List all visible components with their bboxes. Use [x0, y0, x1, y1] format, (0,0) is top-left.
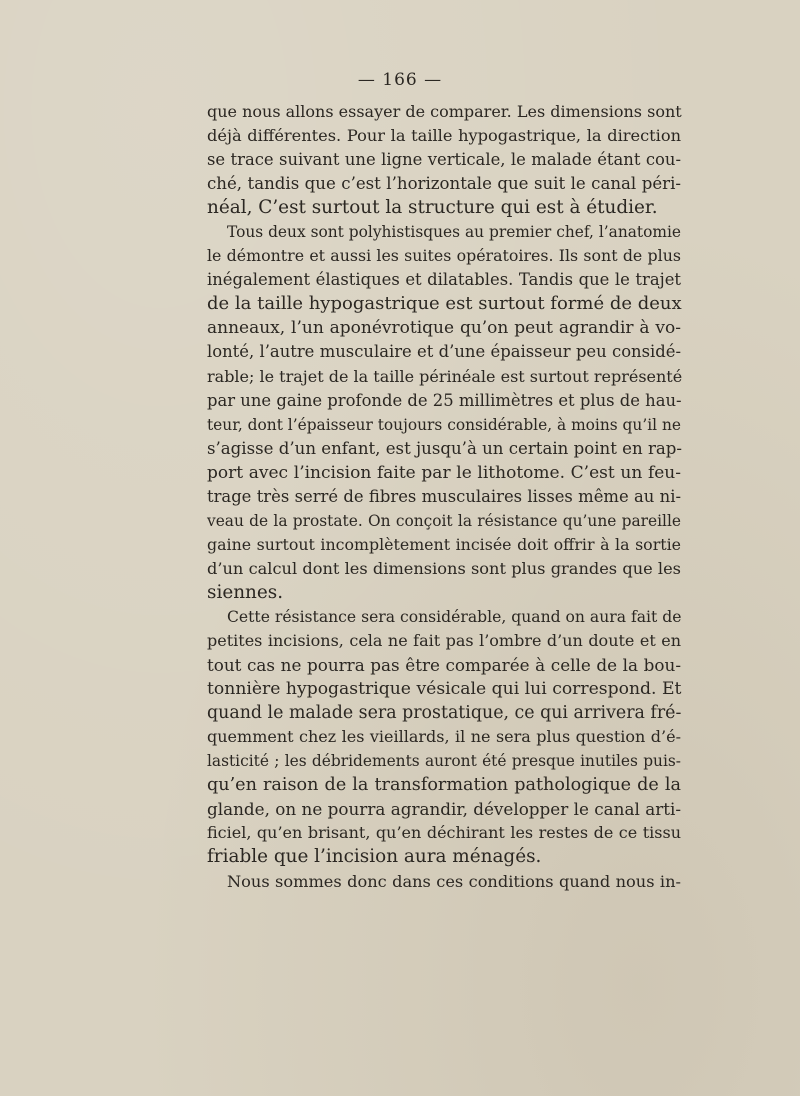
- text-line: siennes.: [207, 581, 284, 603]
- text-line: par une gaine profonde de 25 millimètres et plus de hau-: [207, 390, 682, 410]
- text-line: qu’en raison de la transformation pathologique de la: [207, 775, 681, 796]
- text-line: lonté, l’autre musculaire et d’une épaisseur peu considé-: [207, 342, 681, 362]
- text-line: glande, on ne pourra agrandir, développer le canal arti-: [207, 799, 681, 820]
- text-line: gaine surtout incomplètement incisée doit offrir à la sortie: [207, 534, 681, 554]
- text-line: néal, C’est surtout la structure qui est à étudier.: [207, 197, 658, 219]
- text-line: ché, tandis que c’est l’horizontale que suit le canal péri-: [207, 174, 681, 194]
- text-line: Nous sommes donc dans ces conditions quand nous in-: [227, 871, 681, 891]
- text-line: lasticité ; les débridements auront été presque inutiles puis-: [207, 752, 681, 771]
- text-line: de la taille hypogastrique est surtout formé de deux: [207, 293, 682, 315]
- text-line: Tous deux sont polyhistisques au premier chef, l’anatomie: [227, 223, 681, 242]
- text-line: port avec l’incision faite par le lithotome. C’est un feu-: [207, 462, 681, 483]
- text-line: rable; le trajet de la taille périnéale est surtout représenté: [207, 366, 683, 386]
- text-line: friable que l’incision aura ménagés.: [207, 846, 542, 868]
- text-line: tout cas ne pourra pas être comparée à celle de la bou-: [207, 655, 681, 676]
- text-line: quand le malade sera prostatique, ce qui arrivera fré-: [207, 703, 682, 724]
- text-line: inégalement élastiques et dilatables. Tandis que le trajet: [207, 270, 681, 290]
- text-line: ficiel, qu’en brisant, qu’en déchirant les restes de ce tissu: [207, 823, 681, 843]
- text-line: tonnière hypogastrique vésicale qui lui correspond. Et: [207, 679, 682, 700]
- text-line: teur, dont l’épaisseur toujours considérable, à moins qu’il ne: [207, 415, 681, 434]
- text-line: Cette résistance sera considérable, quand on aura fait de: [227, 607, 682, 626]
- text-line: déjà différentes. Pour la taille hypogastrique, la direction: [207, 126, 681, 146]
- text-line: trage très serré de fibres musculaires lisses même au ni-: [207, 486, 681, 506]
- page-number: — 166 —: [357, 70, 443, 90]
- body-text: [207, 100, 681, 894]
- text-line: veau de la prostate. On conçoit la résistance qu’une pareille: [207, 511, 681, 530]
- text-line: le démontre et aussi les suites opératoires. Ils sont de plus: [207, 246, 681, 266]
- text-line: quemment chez les vieillards, il ne sera plus question d’é-: [207, 727, 681, 747]
- text-line: se trace suivant une ligne verticale, le malade étant cou-: [207, 150, 681, 170]
- text-line: anneaux, l’un aponévrotique qu’on peut agrandir à vo-: [207, 318, 681, 339]
- text-line: d’un calcul dont les dimensions sont plus grandes que les: [207, 558, 681, 578]
- text-line: que nous allons essayer de comparer. Les dimensions sont: [207, 102, 682, 121]
- text-line: petites incisions, cela ne fait pas l’ombre d’un doute et en: [207, 631, 681, 651]
- text-line: s’agisse d’un enfant, est jusqu’à un certain point en rap-: [207, 438, 683, 458]
